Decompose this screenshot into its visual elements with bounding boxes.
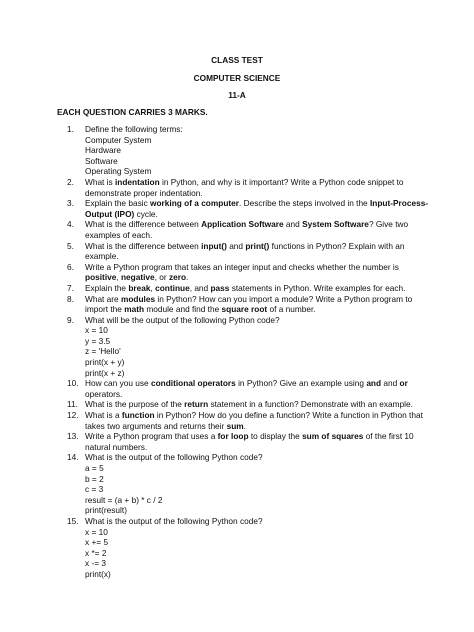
- text-run: in Python? How do you define a function? Write a function in Python that: [154, 410, 423, 421]
- text-run: Write a Python program that takes an integer input and checks whether the number is: [85, 261, 399, 272]
- text-run: functions in Python? Explain with an: [269, 240, 405, 251]
- question-line: [85, 537, 417, 548]
- text-run: What is a: [85, 410, 122, 421]
- text-run: in Python, and why is it important? Write a Python code snippet to: [159, 176, 404, 187]
- question-line: [85, 166, 417, 177]
- text-run: x = 10: [85, 325, 108, 336]
- question-line: [85, 156, 417, 167]
- text-run: statement in a function? Demonstrate with an example.: [208, 399, 413, 410]
- text-run: to display the: [248, 431, 303, 442]
- question-number: 2.: [67, 176, 74, 187]
- question-item: [67, 219, 417, 240]
- question-line: [85, 442, 417, 453]
- question-item: [67, 283, 417, 294]
- text-run: ,: [116, 272, 121, 283]
- question-text: [85, 177, 417, 198]
- question-item: [67, 410, 423, 431]
- question-line: [85, 569, 417, 580]
- question-line: [85, 188, 417, 199]
- text-run: in Python? Give an example using: [235, 378, 367, 389]
- text-run: result = (a + b) * c / 2: [85, 494, 163, 505]
- question-line: [85, 124, 417, 135]
- text-run: of the first 10: [363, 431, 414, 442]
- text-run: How can you use: [85, 378, 151, 389]
- question-list: [67, 124, 429, 580]
- text-run: operators.: [85, 388, 123, 399]
- bold-term: input(): [201, 240, 227, 251]
- question-line: [85, 315, 417, 326]
- question-item: [67, 262, 417, 283]
- text-run: What is the output of the following Python code?: [85, 515, 263, 526]
- text-run: print(x): [85, 568, 111, 579]
- bold-term: System Software: [302, 219, 369, 230]
- question-text: [85, 198, 428, 219]
- question-line: [85, 516, 417, 527]
- text-run: Explain the basic: [85, 198, 151, 209]
- text-run: Hardware: [85, 145, 121, 156]
- text-run: ? Give two: [368, 219, 409, 230]
- question-line: [85, 389, 417, 400]
- question-line: [85, 505, 417, 516]
- text-run: module and find the: [144, 304, 222, 315]
- bold-term: Input-Process-: [369, 198, 429, 209]
- text-run: a = 5: [85, 463, 104, 473]
- question-line: [85, 251, 417, 262]
- text-run: cycle.: [134, 208, 158, 219]
- bold-term: sum: [226, 420, 244, 431]
- question-number: 4.: [67, 219, 74, 230]
- text-run: Define the following terms:: [85, 124, 183, 134]
- text-run: Operating System: [85, 166, 152, 177]
- question-number: 8.: [67, 293, 74, 304]
- bold-term: break: [128, 282, 151, 293]
- text-run: .: [243, 420, 246, 431]
- question-number: 13.: [67, 431, 79, 442]
- question-item: [67, 516, 417, 580]
- question-text: [85, 516, 417, 580]
- bold-term: pass: [210, 282, 230, 293]
- question-item: [67, 124, 417, 177]
- text-run: What is the difference between: [85, 219, 202, 230]
- question-text: [85, 399, 417, 410]
- bold-term: math: [124, 304, 145, 315]
- text-run: z = 'Hello': [85, 346, 121, 357]
- bold-term: modules: [120, 293, 156, 304]
- text-run: print(x + z): [85, 367, 125, 378]
- text-run: What is: [85, 176, 115, 187]
- question-line: [85, 219, 417, 230]
- question-line: [85, 474, 417, 485]
- question-line: [85, 209, 428, 220]
- bold-term: for loop: [217, 431, 249, 442]
- bold-term: positive: [85, 272, 117, 283]
- bold-term: sum of squares: [302, 431, 364, 442]
- question-number: 7.: [67, 282, 74, 293]
- question-line: [85, 177, 417, 188]
- question-text: [85, 241, 417, 262]
- question-text: [85, 283, 417, 294]
- question-line: [85, 399, 417, 410]
- question-number: 14.: [67, 452, 79, 463]
- question-item: [67, 399, 417, 410]
- text-run: takes two arguments and returns their: [85, 420, 227, 431]
- text-run: Computer System: [85, 134, 152, 145]
- question-line: [85, 452, 417, 463]
- question-line: [85, 484, 417, 495]
- text-run: import the: [85, 304, 125, 315]
- text-run: and: [226, 240, 246, 251]
- question-line: [85, 421, 423, 432]
- question-item: [67, 315, 417, 379]
- text-run: Write a Python program that uses a: [85, 431, 218, 442]
- question-number: 9.: [67, 314, 74, 325]
- text-run: c = 3: [85, 484, 104, 495]
- question-number: 6.: [67, 261, 74, 272]
- text-run: ,: [150, 282, 156, 293]
- question-text: [85, 315, 417, 379]
- text-run: in Python? How can you import a module? Write a Python program to: [155, 293, 413, 304]
- question-text: [85, 124, 417, 177]
- question-text: [85, 219, 417, 240]
- question-line: [85, 230, 417, 241]
- class-name: 11-A: [228, 90, 246, 100]
- question-line: [85, 368, 417, 379]
- text-run: x = 10: [85, 526, 108, 537]
- question-line: [85, 304, 417, 315]
- question-line: [85, 548, 417, 559]
- test-title: CLASS TEST: [211, 55, 263, 65]
- question-line: [85, 431, 417, 442]
- question-item: [67, 452, 417, 516]
- question-line: [85, 463, 417, 474]
- bold-term: conditional operators: [150, 378, 236, 389]
- marks-instruction: EACH QUESTION CARRIES 3 MARKS.: [57, 107, 208, 117]
- question-line: [85, 294, 417, 305]
- question-number: 1.: [67, 124, 74, 134]
- text-run: x -= 3: [85, 558, 106, 569]
- bold-term: square root: [221, 304, 268, 315]
- question-text: [85, 431, 417, 452]
- question-line: [85, 527, 417, 538]
- question-text: [85, 410, 423, 431]
- text-run: x *= 2: [85, 547, 107, 558]
- question-item: [67, 177, 417, 198]
- question-number: 15.: [67, 515, 79, 526]
- question-line: [85, 410, 423, 421]
- bold-term: return: [184, 399, 209, 410]
- text-run: example.: [85, 251, 119, 262]
- bold-term: negative: [120, 272, 155, 283]
- text-run: x += 5: [85, 537, 109, 548]
- question-text: [85, 294, 417, 315]
- question-line: [85, 135, 417, 146]
- question-line: [85, 272, 417, 283]
- text-run: demonstrate proper indentation.: [85, 187, 203, 198]
- bold-term: Output (IPO): [85, 208, 135, 219]
- text-run: and: [381, 378, 400, 389]
- subject-title: COMPUTER SCIENCE: [193, 73, 281, 83]
- bold-term: indentation: [114, 176, 160, 187]
- question-number: 12.: [67, 410, 79, 421]
- text-run: Software: [85, 155, 118, 166]
- question-line: [85, 336, 417, 347]
- question-line: [85, 357, 417, 368]
- question-item: [67, 198, 429, 219]
- question-number: 3.: [67, 198, 74, 209]
- text-run: of a number.: [267, 304, 316, 315]
- text-run: natural numbers.: [85, 441, 148, 452]
- bold-term: and: [366, 378, 382, 389]
- question-text: [85, 262, 417, 283]
- text-run: , and: [189, 282, 211, 293]
- text-run: and: [283, 219, 303, 230]
- bold-term: function: [121, 410, 155, 421]
- question-item: [67, 378, 417, 399]
- question-line: [85, 198, 428, 209]
- text-run: Explain the: [85, 282, 129, 293]
- text-run: What is the output of the following Python code?: [85, 452, 263, 463]
- question-item: [67, 294, 417, 315]
- text-run: .: [186, 272, 189, 283]
- question-line: [85, 325, 417, 336]
- bold-term: continue: [155, 282, 190, 293]
- text-run: What are: [85, 293, 121, 304]
- text-run: statements in Python. Write examples for each.: [229, 282, 406, 293]
- bold-term: or: [399, 378, 408, 389]
- text-run: . Describe the steps involved in the: [239, 198, 370, 209]
- question-line: [85, 378, 417, 389]
- text-run: What will be the output of the following Python code?: [85, 314, 280, 325]
- question-line: [85, 262, 417, 273]
- text-run: What is the purpose of the: [85, 399, 185, 410]
- question-line: [85, 346, 417, 357]
- bold-term: Application Software: [201, 219, 284, 230]
- question-line: [85, 145, 417, 156]
- question-line: [85, 495, 417, 506]
- bold-term: working of a computer: [150, 198, 239, 209]
- question-item: [67, 241, 417, 262]
- text-run: , or: [154, 272, 169, 283]
- question-item: [67, 431, 417, 452]
- question-line: [85, 283, 417, 294]
- question-number: 11.: [67, 399, 78, 410]
- text-run: b = 2: [85, 473, 104, 484]
- text-run: print(result): [85, 505, 127, 516]
- question-number: 10.: [67, 378, 79, 389]
- text-run: y = 3.5: [85, 335, 111, 346]
- question-line: [85, 558, 417, 569]
- bold-term: zero: [168, 272, 187, 283]
- question-text: [85, 378, 417, 399]
- question-number: 5.: [67, 240, 74, 251]
- text-run: examples of each.: [85, 229, 153, 240]
- text-run: What is the difference between: [85, 240, 202, 251]
- text-run: print(x + y): [85, 357, 125, 368]
- question-text: [85, 452, 417, 516]
- question-line: [85, 241, 417, 252]
- bold-term: print(): [245, 240, 270, 251]
